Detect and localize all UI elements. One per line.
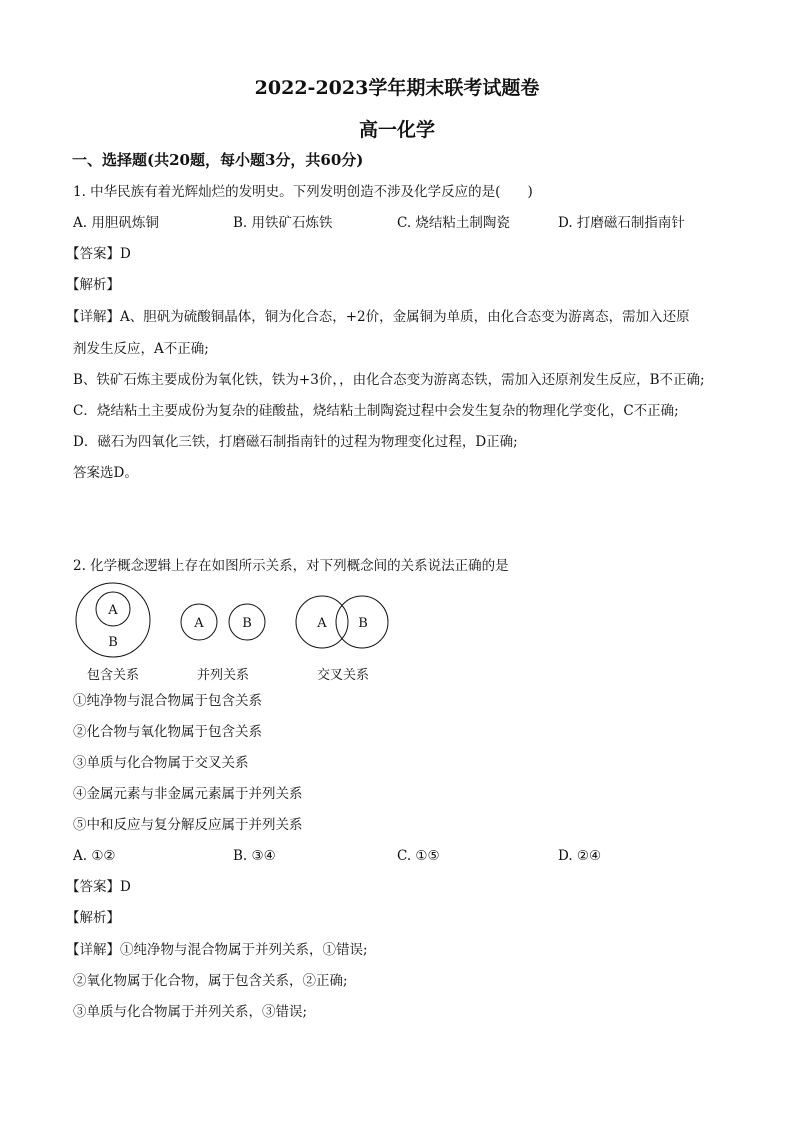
intersection-label-b: B (358, 616, 368, 631)
q1-option-d: D. 打磨磁石制指南针 (558, 215, 685, 231)
parallel-label-a: A (194, 616, 204, 631)
caption-inclusion: 包含关系 (86, 668, 140, 683)
q2-option-d: D. ②④ (558, 848, 602, 864)
q2-option-b: B. ③④ (233, 848, 276, 864)
q2-detail-line: ②氧化物属于化合物，属于包含关系，②正确; (73, 973, 348, 989)
caption-intersection: 交叉关系 (316, 668, 370, 683)
q1-answer: 【答案】D (66, 246, 131, 262)
q2-analysis-label: 【解析】 (66, 910, 120, 926)
q2-statement: ①纯净物与混合物属于包含关系 (73, 693, 262, 709)
q1-analysis-label: 【解析】 (66, 277, 120, 293)
q1-detail-line: B、铁矿石炼主要成份为氧化铁，铁为+3价，，由化合态变为游离态铁，需加入还原剂发生反应，B不正确; (73, 372, 705, 388)
inclusion-label-b: B (108, 635, 118, 650)
inclusion-label-a: A (108, 603, 118, 618)
q2-statement: ②化合物与氧化物属于包含关系 (73, 724, 262, 740)
parallel-label-b: B (242, 616, 252, 631)
caption-parallel: 并列关系 (196, 668, 250, 683)
q2-detail-line: ③单质与化合物属于并列关系，③错误; (73, 1004, 308, 1020)
section-heading: 一、选择题(共20题，每小题3分，共60分) (72, 151, 364, 169)
q2-option-c: C. ①⑤ (397, 848, 440, 864)
q2-statement: ③单质与化合物属于交叉关系 (73, 755, 249, 771)
exam-subtitle: 高一化学 (358, 119, 435, 141)
q1-option-c: C. 烧结粘土制陶瓷 (397, 215, 510, 231)
q1-detail-line: 剂发生反应，A不正确; (73, 341, 209, 357)
q1-detail-line: 【详解】A、胆矾为硫酸铜晶体，铜为化合态，+2价，金属铜为单质，由化合态变为游离态，需加入还原 (66, 309, 690, 325)
q1-option-b: B. 用铁矿石炼铁 (233, 215, 333, 231)
q2-option-a: A. ①② (73, 848, 116, 864)
q2-detail-line: 【详解】①纯净物与混合物属于并列关系，①错误; (66, 942, 368, 958)
intersection-label-a: A (317, 616, 327, 631)
q1-detail-line: C．烧结粘土主要成份为复杂的硅酸盐，烧结粘土制陶瓷过程中会发生复杂的物理化学变化，C不正确; (73, 403, 679, 419)
q2-statement: ⑤中和反应与复分解反应属于并列关系 (73, 817, 303, 833)
relationship-diagram (70, 582, 410, 684)
q2-stem: 2. 化学概念逻辑上存在如图所示关系，对下列概念间的关系说法正确的是 (73, 558, 509, 574)
q1-detail-line: D．磁石为四氧化三铁，打磨磁石制指南针的过程为物理变化过程，D正确; (73, 434, 518, 450)
q2-answer: 【答案】D (66, 879, 131, 895)
q1-stem: 1. 中华民族有着光辉灿烂的发明史。下列发明创造不涉及化学反应的是( ) (73, 184, 533, 200)
exam-title: 2022-2023学年期末联考试题卷 (254, 77, 540, 99)
q2-statement: ④金属元素与非金属元素属于并列关系 (73, 786, 303, 802)
q1-detail-line: 答案选D。 (73, 465, 138, 481)
q1-option-a: A. 用胆矾炼铜 (73, 215, 159, 231)
